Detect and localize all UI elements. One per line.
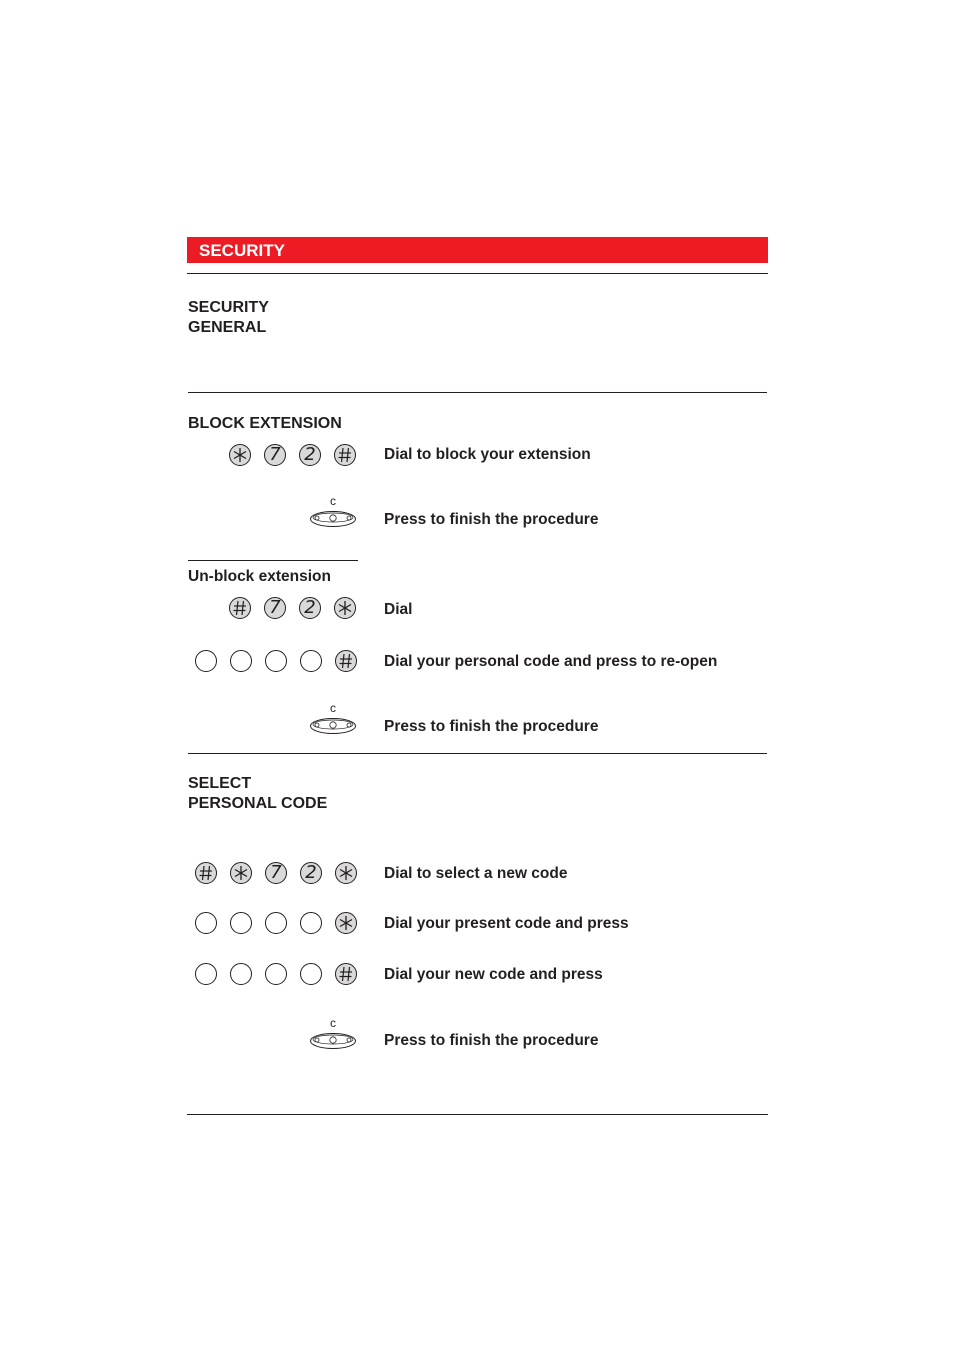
section-banner [187, 237, 768, 263]
select-heading-line1: SELECT [188, 775, 252, 792]
hash-key-icon[interactable] [334, 444, 356, 466]
blank-digit-key[interactable] [195, 912, 217, 934]
clear-button[interactable] [309, 701, 357, 735]
clear-key-icon [309, 1016, 357, 1050]
clear-button[interactable] [309, 1016, 357, 1050]
clear-key-label: c [330, 1016, 336, 1030]
star-key-icon[interactable] [334, 597, 356, 619]
digit-key-label: 7 [269, 444, 281, 465]
select-step2-text: Dial your present code and press [384, 915, 629, 932]
clear-key-icon [309, 701, 357, 735]
divider [188, 753, 767, 754]
digit-key-7[interactable] [264, 444, 286, 466]
hash-key-icon[interactable] [229, 597, 251, 619]
clear-button[interactable] [309, 494, 357, 528]
select-heading-line2: PERSONAL CODE [188, 795, 328, 812]
star-key-icon[interactable] [230, 862, 252, 884]
blank-digit-key[interactable] [230, 650, 252, 672]
digit-key-label: 2 [305, 862, 317, 883]
clear-key-label: c [330, 701, 336, 715]
digit-key-label: 2 [304, 597, 316, 618]
blank-digit-key[interactable] [300, 963, 322, 985]
select-step4-text: Press to finish the procedure [384, 1032, 599, 1049]
digit-key-label: 2 [304, 444, 316, 465]
digit-key-7[interactable] [264, 597, 286, 619]
star-key-icon[interactable] [335, 862, 357, 884]
blank-digit-key[interactable] [230, 963, 252, 985]
general-heading [188, 298, 269, 338]
blank-digit-key[interactable] [265, 963, 287, 985]
divider [187, 1114, 768, 1115]
block-heading: BLOCK EXTENSION [188, 415, 342, 432]
banner-title: SECURITY [199, 241, 285, 260]
unblock-step3-text: Press to finish the procedure [384, 718, 599, 735]
unblock-step1-text: Dial [384, 601, 413, 618]
general-heading-line2: GENERAL [188, 319, 267, 336]
unblock-heading: Un-block extension [188, 568, 331, 585]
blank-digit-key[interactable] [195, 650, 217, 672]
star-key-icon[interactable] [229, 444, 251, 466]
divider [188, 560, 358, 561]
blank-digit-key[interactable] [195, 963, 217, 985]
hash-key-icon[interactable] [335, 963, 357, 985]
blank-digit-key[interactable] [265, 650, 287, 672]
divider [188, 392, 767, 393]
digit-key-label: 7 [270, 862, 282, 883]
divider [187, 273, 768, 274]
blank-digit-key[interactable] [300, 912, 322, 934]
clear-key-icon [309, 494, 357, 528]
unblock-step2-text: Dial your personal code and press to re-open [384, 653, 718, 670]
digit-key-2[interactable] [299, 597, 321, 619]
digit-key-2[interactable] [299, 444, 321, 466]
hash-key-icon[interactable] [195, 862, 217, 884]
digit-key-2[interactable] [300, 862, 322, 884]
clear-key-label: c [330, 494, 336, 508]
hash-key-icon[interactable] [335, 650, 357, 672]
select-step3-text: Dial your new code and press [384, 966, 603, 983]
select-heading [188, 774, 327, 814]
block-step2-text: Press to finish the procedure [384, 511, 599, 528]
block-step1-text: Dial to block your extension [384, 446, 591, 463]
general-heading-line1: SECURITY [188, 299, 269, 316]
blank-digit-key[interactable] [265, 912, 287, 934]
blank-digit-key[interactable] [300, 650, 322, 672]
blank-digit-key[interactable] [230, 912, 252, 934]
digit-key-7[interactable] [265, 862, 287, 884]
star-key-icon[interactable] [335, 912, 357, 934]
select-step1-text: Dial to select a new code [384, 865, 568, 882]
digit-key-label: 7 [269, 597, 281, 618]
